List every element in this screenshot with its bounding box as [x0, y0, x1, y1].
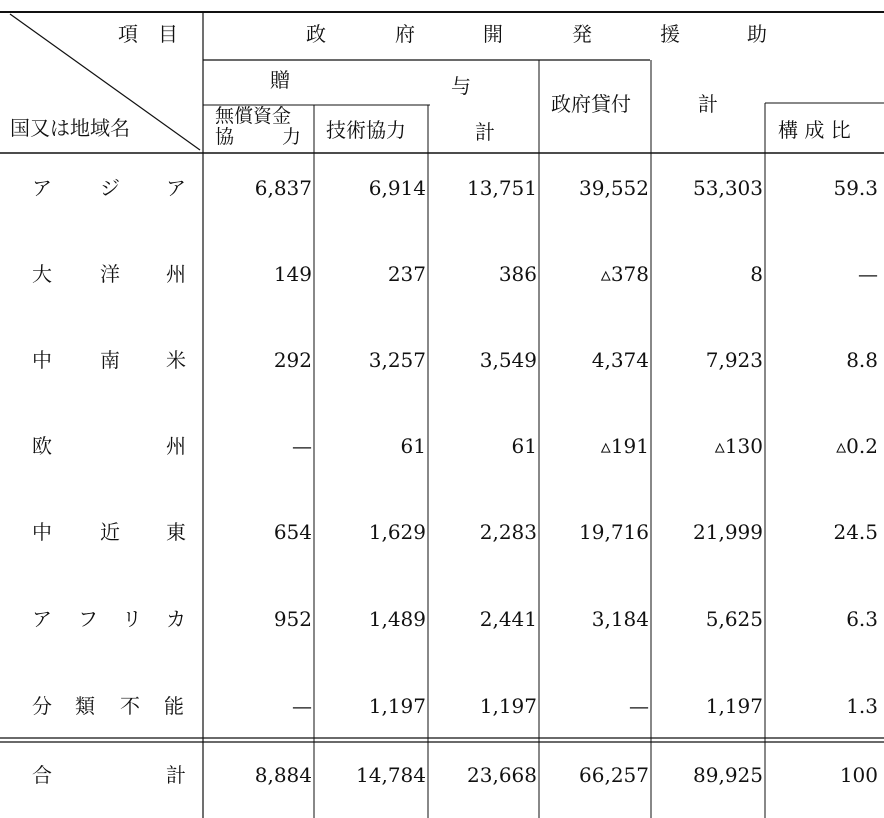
col-grant-total: 計 [475, 120, 495, 144]
total-tech: 14,784 [356, 763, 426, 787]
cell-grant-total: 61 [511, 434, 537, 458]
col-total: 計 [698, 92, 718, 116]
cell-grant-total: 2,283 [479, 520, 537, 544]
region-char: 中 [32, 520, 52, 544]
col-grant-aid-line2-b: 力 [282, 126, 302, 148]
cell-share: — [858, 262, 878, 286]
region-char: 近 [100, 520, 120, 544]
cell-grant-aid: — [292, 434, 312, 458]
cell-total: 1,197 [705, 694, 763, 718]
total-grant-total: 23,668 [467, 763, 537, 787]
cell-tech: 1,629 [368, 520, 426, 544]
region-char: 州 [166, 262, 186, 286]
region-char: 大 [32, 262, 52, 286]
region-char: 米 [166, 348, 186, 372]
oda-header-char: 発 [572, 22, 592, 46]
grant-header-left: 贈 [270, 68, 290, 92]
cell-grant-aid: 654 [273, 520, 312, 544]
col-share: 構 成 比 [778, 118, 851, 142]
region-char: 類 [75, 694, 95, 718]
region-char: ジ [100, 176, 120, 200]
oda-header-char: 開 [483, 22, 503, 46]
oda-header-char: 助 [747, 22, 767, 46]
corner-item-label: 項 目 [118, 22, 178, 46]
region-char: ア [32, 607, 52, 631]
cell-loans: ▵378 [600, 262, 649, 286]
oda-header-char: 援 [660, 22, 680, 46]
cell-grant-total: 386 [498, 262, 537, 286]
cell-grant-aid: 6,837 [254, 176, 312, 200]
region-char: 能 [164, 694, 184, 718]
cell-tech: 3,257 [368, 348, 426, 372]
cell-loans: ▵191 [600, 434, 649, 458]
region-char: 不 [120, 694, 140, 718]
col-grant-aid-line1: 無償資金 [215, 105, 292, 127]
cell-total: 53,303 [693, 176, 763, 200]
oda-header-char: 政 [306, 22, 326, 46]
region-char: 分 [32, 694, 52, 718]
col-loans: 政府貸付 [551, 92, 631, 116]
region-char: 欧 [32, 434, 52, 458]
cell-grant-aid: — [292, 694, 312, 718]
cell-grant-total: 13,751 [467, 176, 537, 200]
cell-share: 1.3 [846, 694, 878, 718]
region-char: 東 [166, 520, 186, 544]
cell-loans: 19,716 [579, 520, 649, 544]
cell-grant-aid: 292 [273, 348, 312, 372]
cell-tech: 1,197 [368, 694, 426, 718]
cell-grant-total: 1,197 [479, 694, 537, 718]
total-total: 89,925 [693, 763, 763, 787]
col-tech: 技術協力 [326, 118, 406, 142]
cell-total: 5,625 [705, 607, 763, 631]
cell-loans: — [629, 694, 649, 718]
cell-share: 6.3 [846, 607, 878, 631]
cell-share: 24.5 [833, 520, 878, 544]
grant-header-right: 与 [451, 74, 471, 98]
cell-grant-total: 2,441 [479, 607, 537, 631]
oda-header-char: 府 [395, 22, 415, 46]
region-char: ア [32, 176, 52, 200]
region-char: リ [122, 607, 142, 631]
region-char: カ [166, 607, 186, 631]
cell-tech: 1,489 [368, 607, 426, 631]
cell-share: ▵0.2 [836, 434, 878, 458]
total-grant-aid: 8,884 [254, 763, 312, 787]
cell-share: 8.8 [846, 348, 878, 372]
total-label-char: 計 [166, 763, 186, 787]
cell-grant-aid: 149 [273, 262, 312, 286]
region-char: 南 [100, 348, 120, 372]
cell-grant-aid: 952 [273, 607, 312, 631]
total-label-char: 合 [32, 763, 52, 787]
region-char: 中 [32, 348, 52, 372]
region-char: 洋 [100, 262, 120, 286]
cell-total: ▵130 [714, 434, 763, 458]
region-char: 州 [166, 434, 186, 458]
col-grant-aid-line2-a: 協 [215, 126, 235, 148]
cell-total: 7,923 [705, 348, 763, 372]
cell-tech: 6,914 [368, 176, 426, 200]
cell-tech: 237 [387, 262, 426, 286]
cell-tech: 61 [400, 434, 426, 458]
cell-loans: 3,184 [591, 607, 649, 631]
region-char: フ [78, 607, 98, 631]
cell-loans: 39,552 [579, 176, 649, 200]
cell-total: 21,999 [693, 520, 763, 544]
total-share: 100 [839, 763, 878, 787]
cell-total: 8 [750, 262, 763, 286]
corner-region-label: 国又は地域名 [10, 116, 130, 140]
total-loans: 66,257 [579, 763, 649, 787]
region-char: ア [166, 176, 186, 200]
cell-grant-total: 3,549 [479, 348, 537, 372]
cell-share: 59.3 [833, 176, 878, 200]
cell-loans: 4,374 [591, 348, 649, 372]
